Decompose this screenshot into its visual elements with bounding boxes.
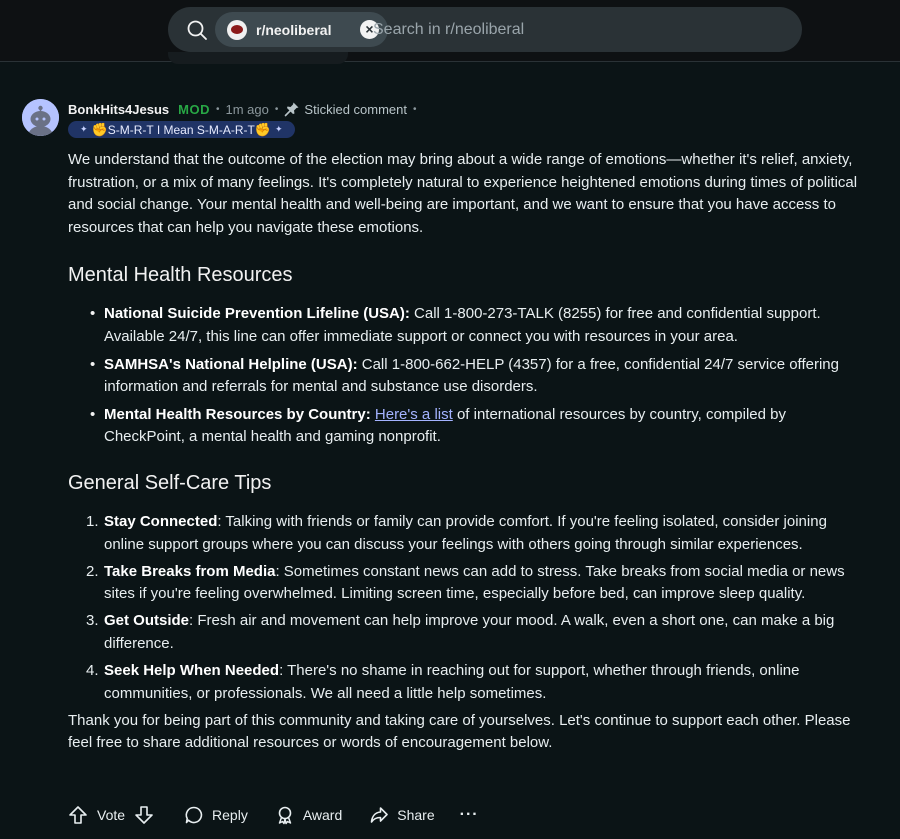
flair-text: S-M-R-T I Mean S-M-A-R-T: [107, 122, 255, 137]
comment-body: [68, 149, 868, 755]
award-icon: [275, 805, 295, 825]
search-bar[interactable]: [168, 7, 802, 52]
downvote-icon[interactable]: [134, 805, 154, 825]
resource-text: of international resources by country, compiled by CheckPoint, a mental health and gaming nonprofit.: [104, 405, 787, 446]
pin-icon: [284, 101, 300, 117]
user-flair: [68, 121, 295, 138]
tip-title: Take Breaks from Media: [104, 562, 276, 580]
search-icon[interactable]: [186, 19, 208, 41]
tip-number: 2.: [86, 562, 99, 580]
tips-heading: General Self-Care Tips: [68, 471, 272, 494]
reply-label: Reply: [212, 807, 248, 823]
award-label: Award: [302, 807, 343, 823]
community-chip-label: r/neoliberal: [256, 21, 332, 38]
share-label: Share: [397, 807, 435, 823]
upvote-icon[interactable]: [68, 805, 88, 825]
list-item: [86, 660, 868, 705]
list-item: [104, 354, 868, 399]
resources-heading: Mental Health Resources: [68, 264, 293, 287]
comment-bubble-icon: [184, 805, 204, 825]
resource-title: Mental Health Resources by Country:: [104, 405, 371, 423]
tip-text: : Sometimes constant news can add to stress. Take breaks from social media or news sites if you're feeling overwhelmed. Limiting screen time, especially before bed, can improve sleep quality.: [104, 562, 845, 603]
sparkle-icon: ✦: [275, 124, 283, 134]
search-input[interactable]: [373, 19, 773, 41]
resource-title: SAMHSA's National Helpline (USA):: [104, 355, 358, 373]
author-name[interactable]: BonkHits4Jesus: [68, 101, 170, 117]
separator: •: [274, 103, 279, 115]
tip-title: Seek Help When Needed: [104, 662, 280, 679]
top-bar: [0, 0, 900, 62]
share-button[interactable]: [369, 805, 434, 825]
fist-icon: ✊: [91, 121, 108, 137]
tip-number: 4.: [86, 662, 99, 679]
tip-text: : Fresh air and movement can help improve your mood. A walk, even a short one, can make a big difference.: [104, 612, 835, 652]
list-item: [104, 404, 868, 449]
timestamp[interactable]: 1m ago: [225, 101, 269, 117]
reply-button[interactable]: [184, 805, 248, 825]
tip-text: : Talking with friends or family can provide comfort. If you're feeling isolated, consider joining online support groups where you can discuss your feelings with others going through similar experiences.: [104, 512, 827, 553]
more-options-icon[interactable]: ···: [459, 806, 479, 823]
list-item: [86, 511, 868, 556]
tip-title: Stay Connected: [104, 512, 218, 530]
mod-badge: MOD: [178, 101, 210, 117]
intro-paragraph: We understand that the outcome of the election may bring about a wide range of emotions—whether it's relief, anxiety, frustration, or a mix of many feelings. It's completely natural to experience heightened emotions during times of political and social change. Your mental health and well-being are important, and we want to ensure that you have access to resources that can help you navigate these emotions.: [68, 151, 858, 236]
avatar[interactable]: [22, 99, 59, 136]
vote-label: Vote: [97, 807, 126, 823]
snoo-avatar-icon: [22, 99, 59, 136]
stickied-label: Stickied comment: [304, 101, 407, 117]
award-button[interactable]: [275, 805, 342, 825]
separator: •: [413, 103, 417, 115]
resource-title: National Suicide Prevention Lifeline (USA):: [104, 305, 410, 323]
vote-control: [68, 805, 154, 825]
comment-meta: [68, 100, 423, 118]
closing-paragraph: Thank you for being part of this community and taking care of yourselves. Let's continue to support each other. Please feel free to share additional resources or words of encouragement below.: [68, 711, 851, 752]
sparkle-icon: ✦: [80, 124, 88, 134]
share-icon: [369, 805, 389, 825]
tips-list: [68, 511, 868, 705]
resources-list: [68, 303, 868, 449]
tip-number: 3.: [86, 612, 99, 630]
tip-text: : There's no shame in reaching out for support, whether through friends, online communities, or professionals. We all need a little help sometimes.: [104, 662, 800, 702]
resource-text: Call 1-800-662-HELP (4357) for a free, confidential 24/7 service offering information and referrals for mental and substance use disorders.: [104, 355, 839, 396]
tip-title: Get Outside: [104, 612, 190, 630]
close-icon[interactable]: ×: [360, 20, 379, 39]
comment-action-bar: [68, 802, 479, 828]
list-item: [86, 610, 868, 655]
resource-text: Call 1-800-273-TALK (8255) for free and confidential support. Available 24/7, this line can offer immediate support or connect you with resources in your area.: [104, 305, 821, 345]
list-item: [104, 303, 868, 348]
fist-icon: ✊: [254, 121, 272, 137]
separator: •: [216, 103, 220, 115]
tip-number: 1.: [86, 512, 99, 530]
community-chip[interactable]: [215, 12, 388, 47]
list-item: [86, 561, 868, 606]
resources-list-link[interactable]: Here's a list: [374, 405, 453, 423]
search-dropdown-shadow: [168, 52, 348, 64]
community-avatar-icon: [227, 20, 247, 40]
